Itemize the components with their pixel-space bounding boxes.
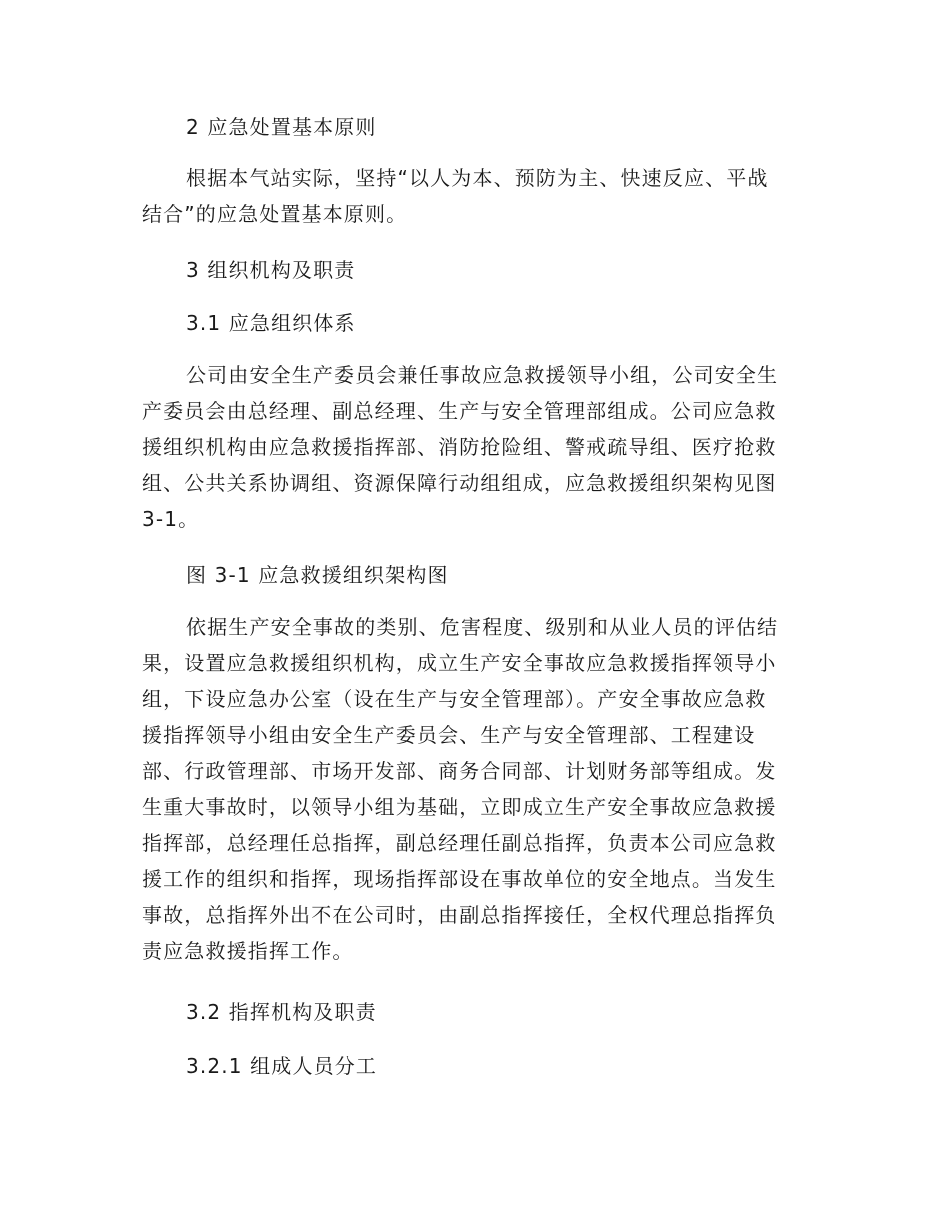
section-2-heading: 2 应急处置基本原则 bbox=[186, 115, 377, 139]
paragraph-line: 援组织机构由应急救援指挥部、消防抢险组、警戒疏导组、医疗抢救 bbox=[142, 435, 777, 459]
paragraph-line: 指挥部，总经理任总指挥，副总经理任副总指挥，负责本公司应急救 bbox=[142, 831, 777, 855]
paragraph-line: 责应急救援指挥工作。 bbox=[142, 939, 354, 963]
paragraph-line: 依据生产安全事故的类别、危害程度、级别和从业人员的评估结 bbox=[186, 615, 779, 639]
section-3-2-1-heading: 3.2.1 组成人员分工 bbox=[186, 1054, 378, 1078]
paragraph-line: 事故，总指挥外出不在公司时，由副总指挥接任，全权代理总指挥负 bbox=[142, 903, 777, 927]
paragraph-line: 产委员会由总经理、副总经理、生产与安全管理部组成。公司应急救 bbox=[142, 399, 777, 423]
paragraph-line: 公司由安全生产委员会兼任事故应急救援领导小组，公司安全生 bbox=[186, 363, 779, 387]
figure-caption: 图 3-1 应急救援组织架构图 bbox=[186, 563, 449, 587]
paragraph-line: 根据本气站实际，坚持“以人为本、预防为主、快速反应、平战 bbox=[186, 166, 769, 190]
paragraph-line: 结合”的应急处置基本原则。 bbox=[142, 202, 408, 226]
section-3-2-heading: 3.2 指挥机构及职责 bbox=[186, 1000, 377, 1024]
paragraph-line: 援工作的组织和指挥，现场指挥部设在事故单位的安全地点。当发生 bbox=[142, 867, 777, 891]
paragraph-line: 果，设置应急救援组织机构，成立生产安全事故应急救援指挥领导小 bbox=[142, 651, 777, 675]
paragraph-line: 组、公共关系协调组、资源保障行动组组成，应急救援组织架构见图 bbox=[142, 471, 777, 495]
section-3-1-heading: 3.1 应急组织体系 bbox=[186, 311, 356, 335]
paragraph-line: 生重大事故时，以领导小组为基础，立即成立生产安全事故应急救援 bbox=[142, 795, 777, 819]
paragraph-line: 援指挥领导小组由安全生产委员会、生产与安全管理部、工程建设 bbox=[142, 723, 756, 747]
paragraph-line: 3-1。 bbox=[142, 507, 200, 531]
paragraph-line: 部、行政管理部、市场开发部、商务合同部、计划财务部等组成。发 bbox=[142, 759, 777, 783]
section-3-heading: 3 组织机构及职责 bbox=[186, 258, 356, 282]
paragraph-line: 组，下设应急办公室（设在生产与安全管理部）。产安全事故应急救 bbox=[142, 687, 767, 711]
